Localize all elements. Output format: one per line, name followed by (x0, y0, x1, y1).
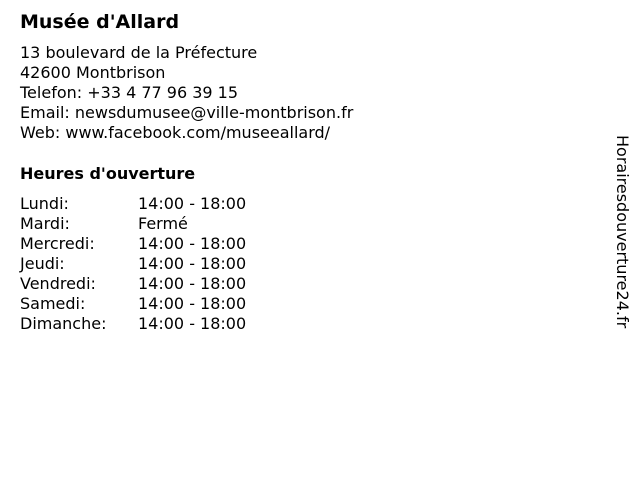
address-line-1: 13 boulevard de la Préfecture (20, 43, 258, 62)
hours-time: Fermé (138, 214, 188, 233)
email-line: Email: newsdumusee@ville-montbrison.fr (20, 103, 354, 122)
hours-day: Jeudi: (20, 254, 65, 273)
address-line-2: 42600 Montbrison (20, 63, 166, 82)
hours-time: 14:00 - 18:00 (138, 314, 247, 333)
site-watermark: Horairesdouverture24.fr (613, 135, 632, 329)
hours-day: Vendredi: (20, 274, 96, 293)
hours-time: 14:00 - 18:00 (138, 294, 247, 313)
hours-row-tuesday (20, 214, 246, 234)
hours-table (20, 194, 246, 334)
web-line: Web: www.facebook.com/museeallard/ (20, 123, 331, 142)
hours-time: 14:00 - 18:00 (138, 274, 247, 293)
contact-block (20, 43, 353, 143)
phone-line: Telefon: +33 4 77 96 39 15 (20, 83, 239, 102)
hours-row-monday (20, 194, 246, 214)
hours-time: 14:00 - 18:00 (138, 234, 247, 253)
hours-day: Dimanche: (20, 314, 107, 333)
hours-time: 14:00 - 18:00 (138, 254, 247, 273)
hours-heading: Heures d'ouverture (20, 164, 196, 183)
hours-row-friday (20, 274, 246, 294)
hours-time: 14:00 - 18:00 (138, 194, 247, 213)
hours-row-sunday (20, 314, 246, 334)
hours-row-wednesday (20, 234, 246, 254)
hours-day: Mercredi: (20, 234, 95, 253)
venue-title: Musée d'Allard (20, 11, 180, 33)
hours-row-saturday (20, 294, 246, 314)
hours-day: Lundi: (20, 194, 69, 213)
hours-day: Mardi: (20, 214, 70, 233)
hours-day: Samedi: (20, 294, 86, 313)
hours-row-thursday (20, 254, 246, 274)
